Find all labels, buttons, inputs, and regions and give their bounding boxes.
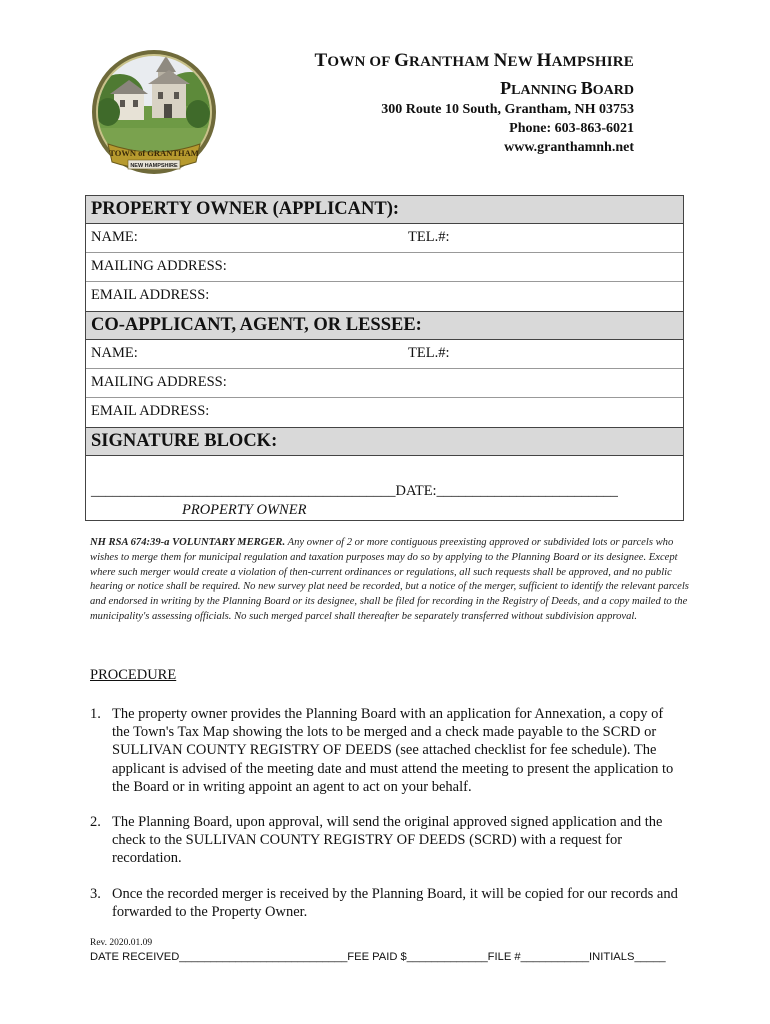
step-text: Once the recorded merger is received by the Planning Board, it will be copied for our records and forwarded to the Property Owner. — [112, 885, 678, 920]
owner-mailing-field[interactable] — [86, 253, 683, 282]
procedure-title: PROCEDURE — [90, 667, 177, 683]
board-title: PLANNING BOARD — [500, 78, 634, 98]
owner-name-label: NAME: — [91, 229, 138, 245]
owner-section-heading: PROPERTY OWNER (APPLICANT): — [86, 196, 683, 224]
owner-email-label: EMAIL ADDRESS: — [91, 287, 210, 303]
signature-field[interactable] — [86, 456, 683, 520]
contact-block — [381, 100, 634, 157]
coapplicant-tel-label: TEL.#: — [408, 345, 450, 361]
property-owner-caption: PROPERTY OWNER — [182, 502, 307, 518]
procedure-step — [90, 705, 680, 796]
seal-state-text: NEW HAMPSHIRE — [130, 163, 178, 169]
coapplicant-email-field[interactable] — [86, 398, 683, 427]
owner-email-field[interactable] — [86, 282, 683, 311]
application-form — [85, 195, 684, 521]
coapplicant-mailing-label: MAILING ADDRESS: — [91, 374, 227, 390]
coapplicant-name-field[interactable] — [86, 340, 683, 369]
website-link[interactable]: www.granthamnh.net — [504, 140, 634, 155]
coapplicant-mailing-field[interactable] — [86, 369, 683, 398]
owner-name-field[interactable] — [86, 224, 683, 253]
procedure-step — [90, 813, 680, 868]
owner-mailing-label: MAILING ADDRESS: — [91, 258, 227, 274]
phone-text: Phone: 603-863-6021 — [509, 121, 634, 136]
signature-date-line: __________________________________________DATE:_________________________ — [91, 483, 618, 499]
step-number: 3. — [90, 885, 101, 902]
owner-tel-label: TEL.#: — [408, 229, 450, 245]
office-use-line: DATE RECEIVED___________________________FEE PAID $_____________FILE #___________INITIALS_____ — [90, 951, 666, 963]
procedure-step — [90, 885, 680, 921]
revision-label: Rev. 2020.01.09 — [90, 938, 153, 948]
step-text: The property owner provides the Planning Board with an application for Annexation, a copy of the Town's Tax Map showing the lots to be merged and a check made payable to the SCRD or SULLIVAN COUNTY REGISTRY OF DEEDS (see attached checklist for fee schedule). The applicant is advised of the meeting date and must attend the meeting to present the application to the Board or in writing appoint an agent to act on your behalf. — [112, 706, 674, 795]
step-text: The Planning Board, upon approval, will send the original approved signed application and the check to the SULLIVAN COUNTY REGISTRY OF DEEDS (SCRD) with a request for recordation. — [112, 814, 663, 867]
signature-section-heading: SIGNATURE BLOCK: — [86, 427, 683, 456]
coapplicant-section-heading: CO-APPLICANT, AGENT, OR LESSEE: — [86, 311, 683, 340]
rsa-merger-statute — [90, 536, 690, 625]
step-number: 2. — [90, 814, 101, 831]
procedure-steps — [90, 705, 680, 938]
town-seal-logo — [90, 48, 218, 176]
seal-banner-text: TOWN of GRANTHAM — [109, 148, 199, 158]
coapplicant-email-label: EMAIL ADDRESS: — [91, 403, 210, 419]
rsa-lead: NH RSA 674:39-a VOLUNTARY MERGER. — [90, 537, 286, 548]
town-title: TOWN OF GRANTHAM NEW HAMPSHIRE — [314, 50, 634, 71]
coapplicant-name-label: NAME: — [91, 345, 138, 361]
rsa-body: Any owner of 2 or more contiguous preexisting approved or subdivided lots or parcels who wishes to merge them for municipal regulation and taxation purposes may do so by applying to the Planning Board or its designee. Except where such merger would create a violation of then-current ordinances or regulations, all such requests shall be approved, and no public hearing or notice shall be required. No new survey plat need be recorded, but a notice of the merger, sufficient to identify the relevant parcels and endorsed in writing by the Planning Board or its designee, shall be filed for recording in the Registry of Deeds, and a copy mailed to the municipality's assessing officials. No such merged parcel shall thereafter be separately transferred without subdivision approval. — [90, 537, 689, 622]
step-number: 1. — [90, 706, 101, 722]
address-text: 300 Route 10 South, Grantham, NH 03753 — [381, 102, 634, 117]
